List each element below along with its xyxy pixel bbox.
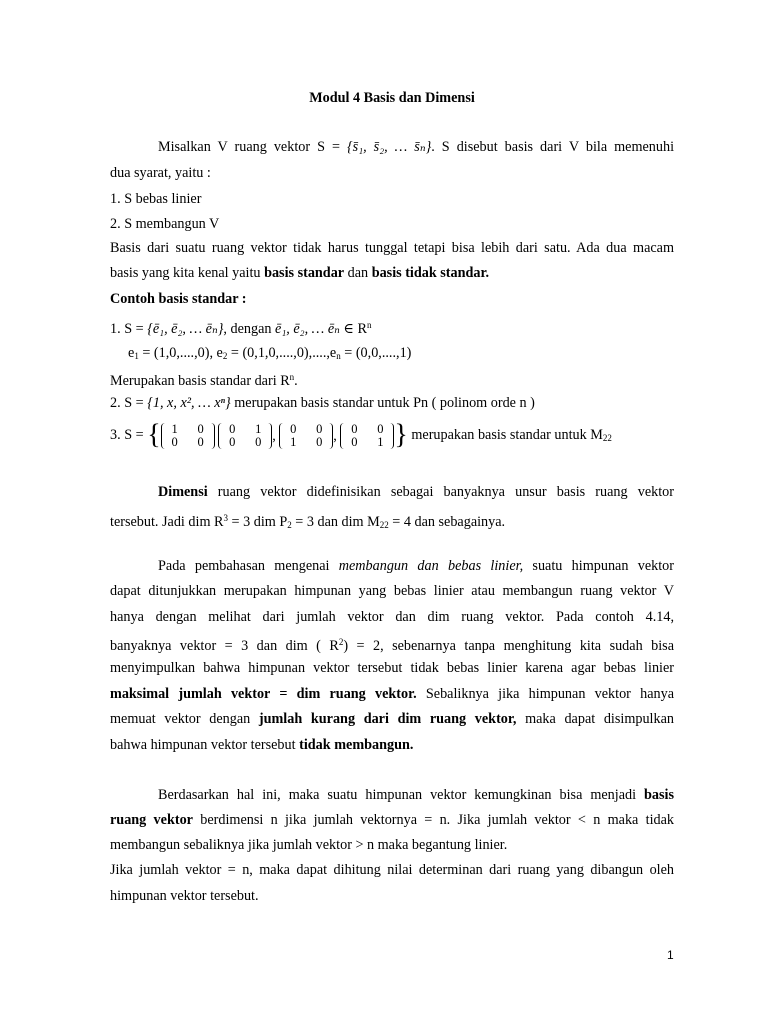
example-1-vectors: $e_1 = (1,0,....,0)$, $e_2 = (0,1,0,....,0),....,e_n = (0,0,....,1)$	[128, 345, 412, 361]
berdasarkan-line-3: membangun sebaliknya jika jumlah vektor > n maka begantung linier.	[110, 837, 508, 853]
condition-1: 1. S bebas linier	[110, 191, 202, 207]
pembahasan-line-1: Pada pembahasan mengenai membangun dan bebas linier, suatu himpunan vektor	[158, 558, 674, 574]
intro-line-2: dua syarat, yaitu :	[110, 165, 211, 181]
example-1-note: Merupakan basis standar dari $R^n$.	[110, 372, 298, 389]
pembahasan-line-4: banyaknya vektor = 3 dan dim ( $R^2) = 2$, sebenarnya tanpa menghitung kita sudah bisa	[110, 637, 674, 654]
matrix-set: 1 0 0 0 0 1 0 0 , 0 0 1 0 , 0 0 0 1	[161, 421, 395, 451]
example-3: 3. S = { 1 0 0 0 0 1 0 0 , 0 0 1 0 , 0 0 0 1 } merupakan basis standar untuk $M_{22}$	[110, 419, 612, 451]
pembahasan-line-3: hanya dengan melihat dari jumlah vektor dan dim ruang vektor. Pada contoh 4.14,	[110, 609, 674, 625]
example-1: 1. S = {ē₁, ē₂, … ēₙ}, dengan ē₁, ē₂, … ēₙ ∈ $R^n$	[110, 320, 372, 337]
set-s-vectors: {s̄₁, s̄₂, … s̄ₙ}	[347, 139, 432, 155]
pembahasan-line-8: bahwa himpunan vektor tersebut tidak membangun.	[110, 737, 414, 753]
page-title: Modul 4 Basis dan Dimensi	[309, 90, 475, 106]
basis-para-line-2: basis yang kita kenal yaitu basis standar dan basis tidak standar.	[110, 265, 490, 281]
page-number: 1	[667, 948, 674, 962]
matrix-4: 0 0 0 1	[340, 423, 394, 449]
pembahasan-line-6: maksimal jumlah vektor = dim ruang vektor. Sebaliknya jika himpunan vektor hanya	[110, 686, 674, 702]
example-2: 2. S = {1, x, x², … xⁿ} merupakan basis standar untuk Pn ( polinom orde n )	[110, 395, 535, 411]
berdasarkan-line-4: Jika jumlah vektor = n, maka dapat dihitung nilai determinan dari ruang yang dibangun oleh	[110, 862, 674, 878]
condition-2: 2. S membangun V	[110, 216, 220, 232]
dimensi-line-2: tersebut. Jadi dim $R^3 = 3$ dim $P_2 = 3$ dan dim $M_{22} = 4$ dan sebagainya.	[110, 513, 506, 530]
basis-para-line-1: Basis dari suatu ruang vektor tidak harus tunggal tetapi bisa lebih dari satu. Ada dua macam	[110, 240, 674, 256]
matrix-1: 1 0 0 0	[161, 423, 215, 449]
matrix-3: 0 0 1 0	[279, 423, 333, 449]
document-page	[110, 0, 674, 1024]
pembahasan-line-5: menyimpulkan bahwa himpunan vektor tersebut tidak bebas linier karena agar bebas linier	[110, 660, 674, 676]
pembahasan-line-2: dapat ditunjukkan merupakan himpunan yang bebas linier atau membangun ruang vektor V	[110, 583, 674, 599]
matrix-2: 0 1 0 0	[218, 423, 272, 449]
contoh-heading: Contoh basis standar :	[110, 291, 247, 307]
pembahasan-line-7: memuat vektor dengan jumlah kurang dari dim ruang vektor, maka dapat disimpulkan	[110, 711, 674, 727]
berdasarkan-line-2: ruang vektor berdimensi n jika jumlah vektornya = n. Jika jumlah vektor < n maka tidak	[110, 812, 674, 828]
intro-line-1: Misalkan V ruang vektor S = {s̄₁, s̄₂, … s̄ₙ}. S disebut basis dari V bila memenuhi	[158, 139, 675, 155]
berdasarkan-line-5: himpunan vektor tersebut.	[110, 888, 259, 904]
dimensi-line-1: Dimensi ruang vektor didefinisikan sebagai banyaknya unsur basis ruang vektor	[158, 484, 674, 500]
berdasarkan-line-1: Berdasarkan hal ini, maka suatu himpunan vektor kemungkinan bisa menjadi basis	[158, 787, 674, 803]
